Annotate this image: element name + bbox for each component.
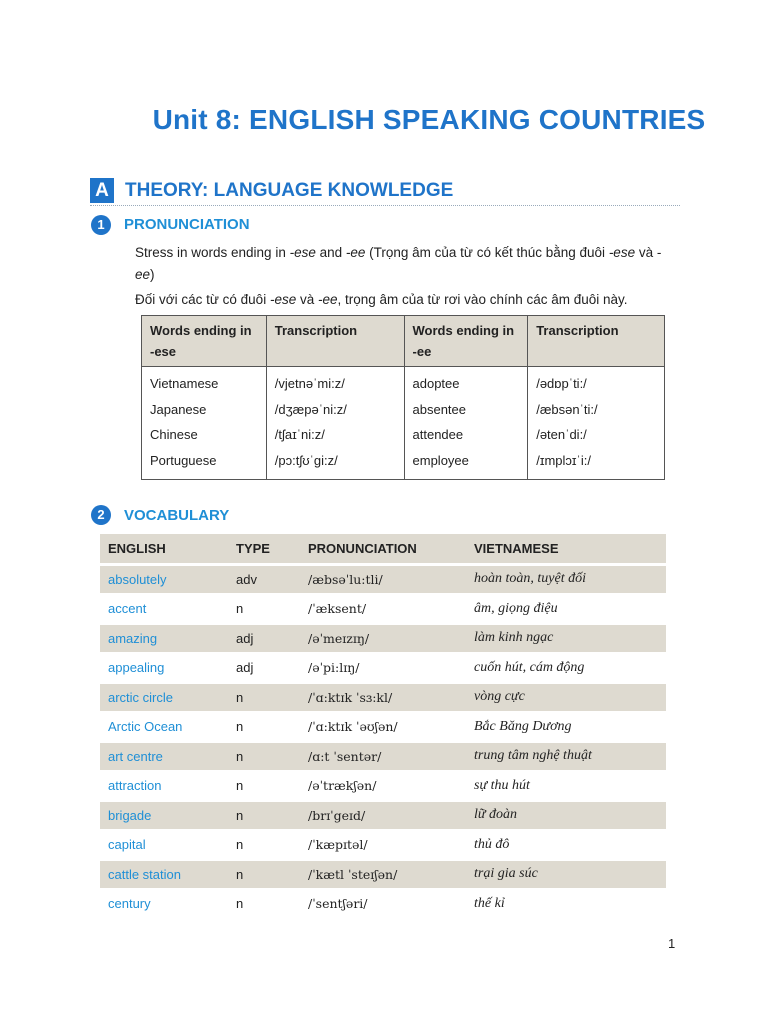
header-transcription: Transcription	[528, 316, 665, 367]
vietnamese-cell: vòng cực	[466, 684, 666, 714]
note-text: Đối với các từ có đuôi	[135, 292, 270, 307]
english-cell: absolutely	[100, 566, 228, 596]
suffix-ee: -ee	[317, 292, 338, 307]
vocabulary-row	[100, 743, 666, 773]
dotted-divider	[90, 205, 680, 206]
vietnamese-cell: sự thu hút	[466, 773, 666, 803]
ee-transcription: /ədɒpˈti:/	[536, 376, 587, 391]
header-pronunciation: PRONUNCIATION	[300, 534, 466, 566]
ee-word: employee	[412, 452, 469, 468]
english-cell: Arctic Ocean	[100, 714, 228, 744]
suffix-ee: -ee	[345, 245, 366, 260]
ee-word: absentee	[412, 401, 467, 417]
vocabulary-row	[100, 655, 666, 685]
english-cell: art centre	[100, 743, 228, 773]
type-cell: n	[228, 743, 300, 773]
vocabulary-row	[100, 714, 666, 744]
type-cell: n	[228, 684, 300, 714]
type-cell: n	[228, 861, 300, 891]
english-cell: brigade	[100, 802, 228, 832]
header-words-ee: Words ending in -ee	[404, 316, 528, 367]
pronunciation-cell: /brɪˈgeɪd/	[300, 802, 466, 832]
page-number: 1	[668, 936, 676, 951]
vocabulary-number-badge: 2	[91, 505, 111, 525]
type-cell: n	[228, 891, 300, 921]
pronunciation-cell: /æbsəˈlu:tli/	[300, 566, 466, 596]
suffix-ee: ee	[135, 267, 151, 282]
suffix-ese: -ese	[608, 245, 636, 260]
ese-word: Chinese	[150, 427, 198, 442]
ee-transcription: /ətenˈdi:/	[536, 427, 587, 442]
stress-intro-paragraph	[135, 242, 680, 286]
vietnamese-cell: hoàn toàn, tuyệt đối	[466, 566, 666, 596]
vietnamese-cell: làm kinh ngạc	[466, 625, 666, 655]
note-text: , trọng âm của từ rơi vào chính các âm đuôi này.	[337, 292, 628, 307]
vietnamese-cell: trung tâm nghệ thuật	[466, 743, 666, 773]
section-title: THEORY: LANGUAGE KNOWLEDGE	[125, 180, 454, 201]
pronunciation-cell: /ˈkæpɪtəl/	[300, 832, 466, 862]
english-cell: accent	[100, 596, 228, 626]
vietnamese-cell: thủ đô	[466, 832, 666, 862]
ese-word: Portuguese	[150, 452, 217, 468]
pronunciation-cell: /ɑ:t ˈsentər/	[300, 743, 466, 773]
ee-transcription: /æbsənˈti:/	[536, 401, 598, 417]
vocabulary-row	[100, 596, 666, 626]
ese-transcription: /tʃaɪˈni:z/	[274, 427, 325, 442]
pronunciation-title: PRONUNCIATION	[124, 216, 250, 233]
type-cell: n	[228, 714, 300, 744]
ese-transcription: /dʒæpəˈni:z/	[274, 401, 347, 417]
type-cell: adj	[228, 625, 300, 655]
vietnamese-cell: trại gia súc	[466, 861, 666, 891]
pronunciation-table-body	[142, 367, 665, 480]
pronunciation-cell: /əˈmeɪzɪŋ/	[300, 625, 466, 655]
pronunciation-cell: /əˈpi:lɪŋ/	[300, 655, 466, 685]
ee-word: adoptee	[412, 376, 460, 391]
english-cell: capital	[100, 832, 228, 862]
ee-words-cell	[404, 367, 528, 480]
ee-transcription-cell	[528, 367, 665, 480]
ee-word: attendee	[412, 427, 464, 442]
intro-text: Stress in words ending in	[135, 245, 290, 260]
intro-text: )	[150, 267, 155, 282]
pronunciation-cell: /ˈkætl ˈsteɪʃən/	[300, 861, 466, 891]
type-cell: n	[228, 802, 300, 832]
type-cell: adj	[228, 655, 300, 685]
ese-transcription: /vjetnəˈmi:z/	[274, 376, 345, 391]
stress-note-paragraph	[135, 289, 680, 311]
header-transcription: Transcription	[266, 316, 404, 367]
vocabulary-title: VOCABULARY	[124, 507, 230, 524]
vocabulary-row	[100, 802, 666, 832]
section-a-heading	[90, 178, 680, 206]
pronunciation-cell: /ˈæksent/	[300, 596, 466, 626]
intro-text: (Trọng âm của từ có kết thúc bằng đuôi	[365, 245, 609, 260]
suffix-ese: -ese	[269, 292, 297, 307]
vocabulary-row	[100, 891, 666, 921]
vietnamese-cell: âm, giọng điệu	[466, 596, 666, 626]
ese-words-cell	[142, 367, 267, 480]
type-cell: n	[228, 596, 300, 626]
vietnamese-cell: Bắc Băng Dương	[466, 714, 666, 744]
unit-title: Unit 8: ENGLISH SPEAKING COUNTRIES	[152, 104, 706, 135]
type-cell: n	[228, 832, 300, 862]
english-cell: appealing	[100, 655, 228, 685]
ese-word: Japanese	[150, 401, 207, 417]
section-letter-badge: A	[90, 178, 114, 203]
vocabulary-row	[100, 684, 666, 714]
intro-text: và -	[635, 245, 662, 260]
pronunciation-cell: /ˈɑ:ktɪk ˈəʊʃən/	[300, 714, 466, 744]
vocabulary-table-header	[100, 534, 666, 566]
header-english: ENGLISH	[100, 534, 228, 566]
ese-transcription: /pɔ:tʃʊˈgi:z/	[274, 452, 338, 468]
pronunciation-number-badge: 1	[91, 215, 111, 235]
pronunciation-cell: /ˈsentʃəri/	[300, 891, 466, 921]
vocabulary-row	[100, 861, 666, 891]
vietnamese-cell: cuốn hút, cám động	[466, 655, 666, 685]
english-cell: attraction	[100, 773, 228, 803]
header-vietnamese: VIETNAMESE	[466, 534, 666, 566]
vocabulary-row	[100, 832, 666, 862]
vocabulary-row	[100, 625, 666, 655]
type-cell: adv	[228, 566, 300, 596]
ese-word: Vietnamese	[150, 376, 219, 391]
vocabulary-table	[100, 534, 666, 920]
ese-transcription-cell	[266, 367, 404, 480]
pronunciation-cell: /əˈtrækʃən/	[300, 773, 466, 803]
english-cell: cattle station	[100, 861, 228, 891]
intro-text: and	[315, 245, 346, 260]
vietnamese-cell: lữ đoàn	[466, 802, 666, 832]
vocabulary-row	[100, 566, 666, 596]
header-words-ese: Words ending in -ese	[142, 316, 267, 367]
suffix-ese: -ese	[289, 245, 316, 260]
pronunciation-cell: /ˈɑ:ktɪk ˈsɜ:kl/	[300, 684, 466, 714]
header-type: TYPE	[228, 534, 300, 566]
english-cell: amazing	[100, 625, 228, 655]
type-cell: n	[228, 773, 300, 803]
note-text: và	[296, 292, 318, 307]
vietnamese-cell: thế kỉ	[466, 891, 666, 921]
vocabulary-row	[100, 773, 666, 803]
english-cell: arctic circle	[100, 684, 228, 714]
pronunciation-table	[141, 315, 665, 480]
pronunciation-table-header	[142, 316, 665, 367]
ee-transcription: /ɪmplɔɪˈi:/	[536, 452, 591, 468]
english-cell: century	[100, 891, 228, 921]
